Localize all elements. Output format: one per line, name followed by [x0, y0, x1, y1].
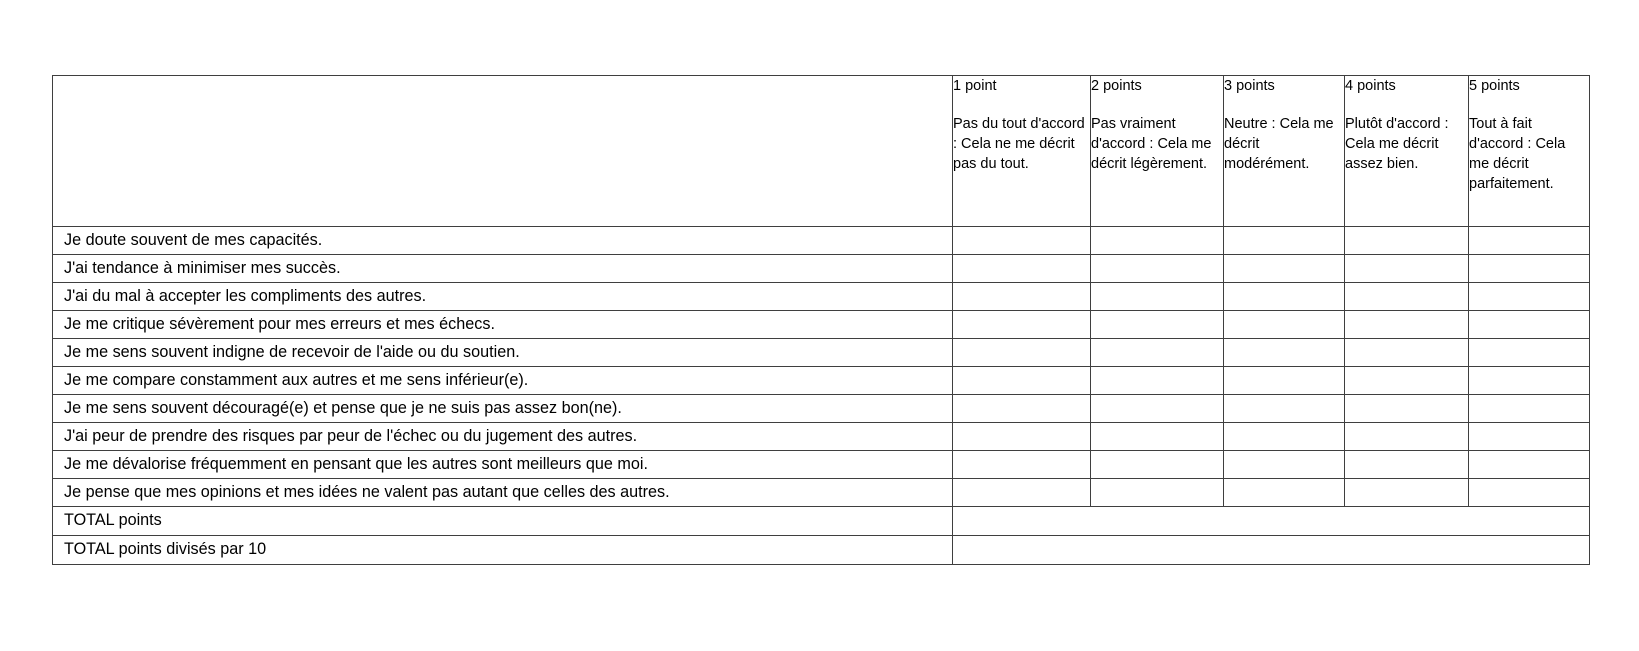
- score-cell-3[interactable]: [1224, 479, 1345, 507]
- total-divided-row: [53, 536, 1590, 565]
- total-row: [53, 507, 1590, 536]
- score-cell-2[interactable]: [1091, 311, 1224, 339]
- score-cell-1[interactable]: [953, 339, 1091, 367]
- statement-row: [53, 255, 1590, 283]
- scale-points-label: 3 points: [1224, 78, 1275, 94]
- score-cell-4[interactable]: [1345, 283, 1469, 311]
- score-cell-5[interactable]: [1469, 479, 1590, 507]
- score-cell-1[interactable]: [953, 283, 1091, 311]
- score-cell-3[interactable]: [1224, 227, 1345, 255]
- statement-text: J'ai peur de prendre des risques par peur de l'échec ou du jugement des autres.: [53, 423, 953, 451]
- score-cell-2[interactable]: [1091, 283, 1224, 311]
- self-esteem-scale-table: [52, 75, 1590, 565]
- score-cell-2[interactable]: [1091, 255, 1224, 283]
- score-cell-5[interactable]: [1469, 395, 1590, 423]
- score-cell-1[interactable]: [953, 311, 1091, 339]
- total-value-cell[interactable]: [953, 507, 1590, 536]
- header-scale-2: [1091, 76, 1224, 227]
- statement-text: Je doute souvent de mes capacités.: [53, 227, 953, 255]
- header-empty-cell: [53, 76, 953, 227]
- header-scale-1: [953, 76, 1091, 227]
- score-cell-4[interactable]: [1345, 367, 1469, 395]
- score-cell-3[interactable]: [1224, 255, 1345, 283]
- score-cell-2[interactable]: [1091, 451, 1224, 479]
- score-cell-4[interactable]: [1345, 395, 1469, 423]
- statement-text: Je me dévalorise fréquemment en pensant que les autres sont meilleurs que moi.: [53, 451, 953, 479]
- scale-points-label: 1 point: [953, 78, 997, 94]
- score-cell-1[interactable]: [953, 451, 1091, 479]
- statement-text: Je me sens souvent découragé(e) et pense que je ne suis pas assez bon(ne).: [53, 395, 953, 423]
- scale-points-label: 2 points: [1091, 78, 1142, 94]
- statement-text: Je me compare constamment aux autres et me sens inférieur(e).: [53, 367, 953, 395]
- scale-description: Neutre : Cela me décrit modérément.: [1224, 116, 1334, 172]
- score-cell-3[interactable]: [1224, 339, 1345, 367]
- statement-row: [53, 227, 1590, 255]
- scale-description: Plutôt d'accord : Cela me décrit assez bien.: [1345, 116, 1449, 172]
- score-cell-3[interactable]: [1224, 451, 1345, 479]
- score-cell-3[interactable]: [1224, 423, 1345, 451]
- score-cell-5[interactable]: [1469, 339, 1590, 367]
- score-cell-2[interactable]: [1091, 423, 1224, 451]
- score-cell-2[interactable]: [1091, 395, 1224, 423]
- statement-row: [53, 451, 1590, 479]
- score-cell-4[interactable]: [1345, 227, 1469, 255]
- score-cell-2[interactable]: [1091, 479, 1224, 507]
- score-cell-5[interactable]: [1469, 423, 1590, 451]
- statement-text: Je pense que mes opinions et mes idées ne valent pas autant que celles des autres.: [53, 479, 953, 507]
- statement-row: [53, 283, 1590, 311]
- total-label: TOTAL points: [53, 507, 953, 536]
- header-row: [53, 76, 1590, 227]
- score-cell-4[interactable]: [1345, 423, 1469, 451]
- statement-row: [53, 367, 1590, 395]
- header-scale-4: [1345, 76, 1469, 227]
- statement-row: [53, 339, 1590, 367]
- statement-text: J'ai du mal à accepter les compliments des autres.: [53, 283, 953, 311]
- score-cell-4[interactable]: [1345, 255, 1469, 283]
- score-cell-4[interactable]: [1345, 311, 1469, 339]
- statement-row: [53, 395, 1590, 423]
- score-cell-3[interactable]: [1224, 283, 1345, 311]
- score-cell-5[interactable]: [1469, 367, 1590, 395]
- score-cell-4[interactable]: [1345, 479, 1469, 507]
- score-cell-5[interactable]: [1469, 451, 1590, 479]
- score-cell-2[interactable]: [1091, 227, 1224, 255]
- score-cell-5[interactable]: [1469, 227, 1590, 255]
- score-cell-1[interactable]: [953, 395, 1091, 423]
- statement-row: [53, 311, 1590, 339]
- scale-description: Pas du tout d'accord : Cela ne me décrit pas du tout.: [953, 116, 1085, 172]
- score-cell-3[interactable]: [1224, 367, 1345, 395]
- statement-row: [53, 479, 1590, 507]
- score-cell-3[interactable]: [1224, 395, 1345, 423]
- score-cell-3[interactable]: [1224, 311, 1345, 339]
- score-cell-5[interactable]: [1469, 255, 1590, 283]
- total-divided-label: TOTAL points divisés par 10: [53, 536, 953, 565]
- scale-description: Tout à fait d'accord : Cela me décrit parfaitement.: [1469, 116, 1566, 192]
- score-cell-4[interactable]: [1345, 451, 1469, 479]
- score-cell-2[interactable]: [1091, 339, 1224, 367]
- score-cell-4[interactable]: [1345, 339, 1469, 367]
- score-cell-5[interactable]: [1469, 311, 1590, 339]
- scale-description: Pas vraiment d'accord : Cela me décrit légèrement.: [1091, 116, 1212, 172]
- score-cell-5[interactable]: [1469, 283, 1590, 311]
- scale-points-label: 5 points: [1469, 78, 1520, 94]
- score-cell-2[interactable]: [1091, 367, 1224, 395]
- score-cell-1[interactable]: [953, 479, 1091, 507]
- statement-row: [53, 423, 1590, 451]
- total-divided-value-cell[interactable]: [953, 536, 1590, 565]
- scale-points-label: 4 points: [1345, 78, 1396, 94]
- score-cell-1[interactable]: [953, 227, 1091, 255]
- header-scale-3: [1224, 76, 1345, 227]
- header-scale-5: [1469, 76, 1590, 227]
- statement-text: J'ai tendance à minimiser mes succès.: [53, 255, 953, 283]
- statement-text: Je me sens souvent indigne de recevoir de l'aide ou du soutien.: [53, 339, 953, 367]
- score-cell-1[interactable]: [953, 367, 1091, 395]
- statement-text: Je me critique sévèrement pour mes erreurs et mes échecs.: [53, 311, 953, 339]
- score-cell-1[interactable]: [953, 255, 1091, 283]
- score-cell-1[interactable]: [953, 423, 1091, 451]
